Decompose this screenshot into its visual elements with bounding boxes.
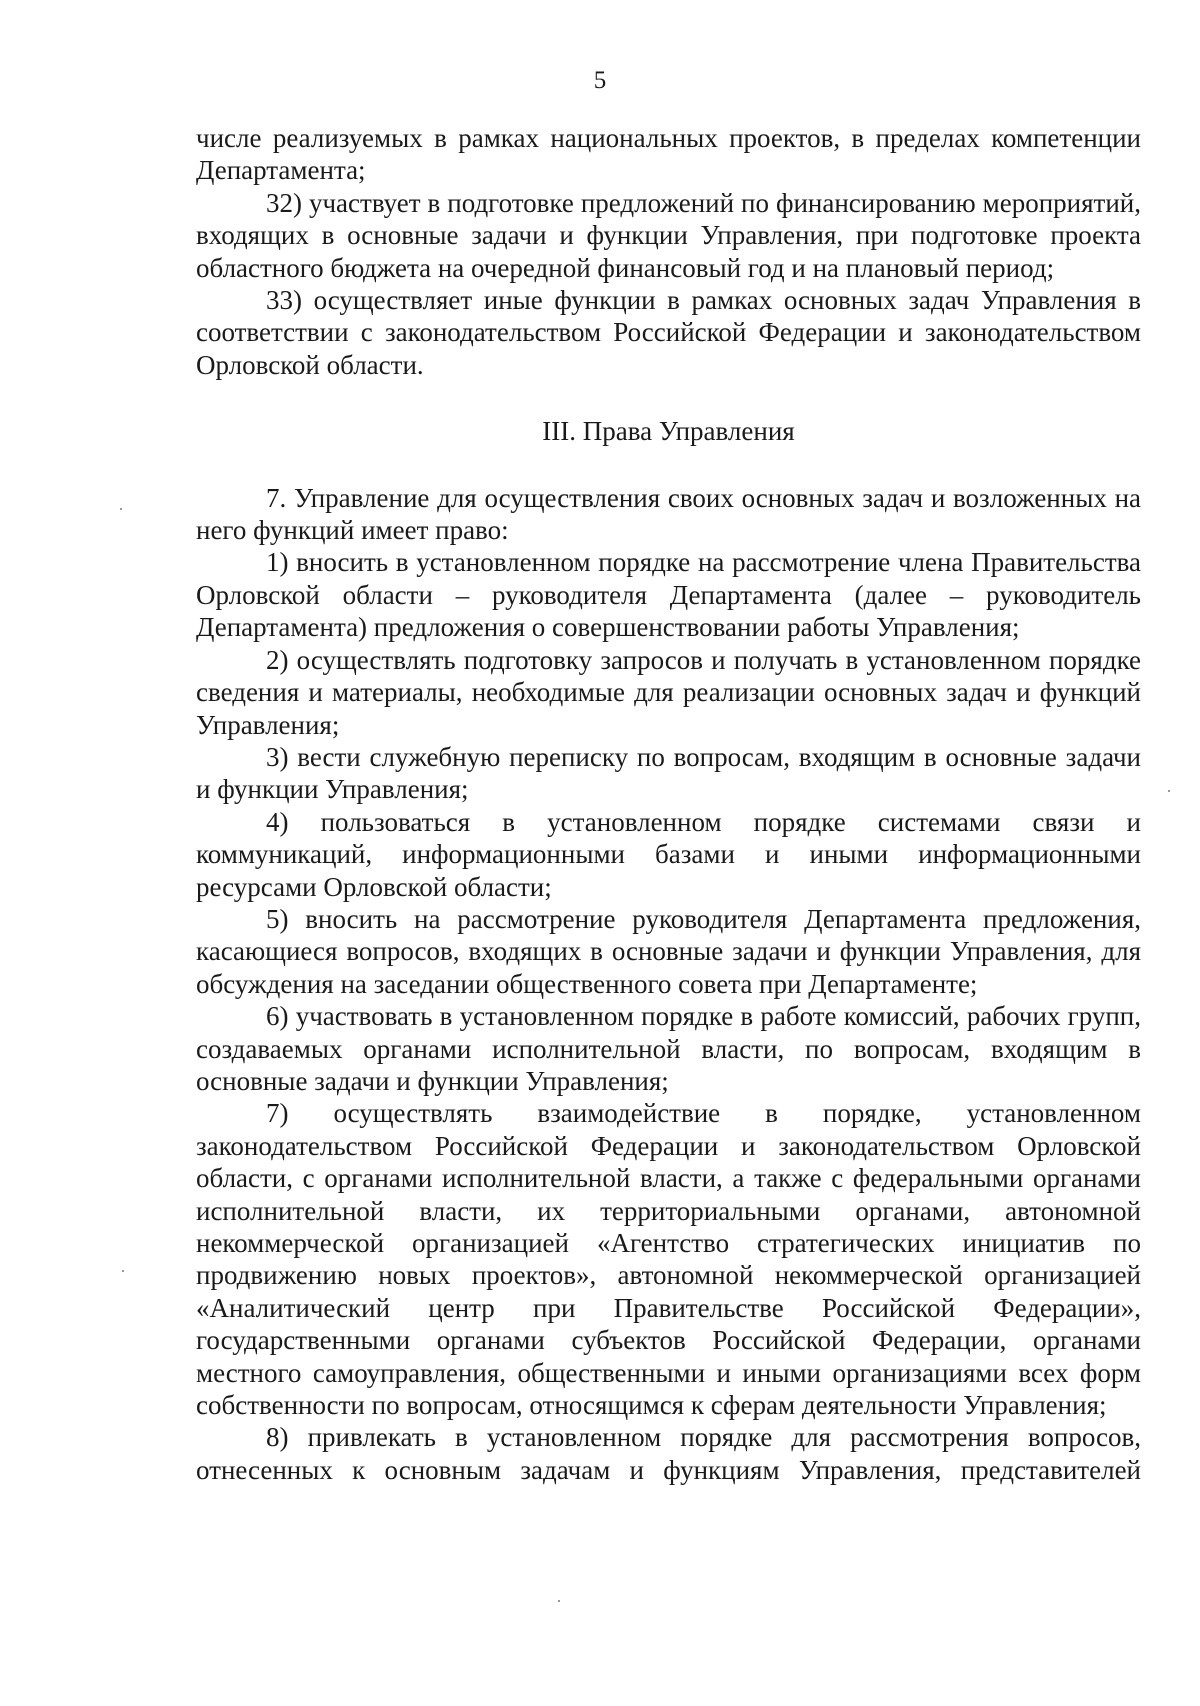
page-number: 5 <box>593 67 607 94</box>
paragraphs-before-heading <box>196 122 1141 381</box>
paragraph: 7. Управление для осуществления своих основных задач и возложенных на него функций имеет право: <box>196 482 1141 546</box>
paragraph: 2) осуществлять подготовку запросов и получать в установленном порядке сведения и материалы, необходимые для реализации основных задач и функций Управления; <box>196 644 1141 740</box>
paragraph: 3) вести служебную переписку по вопросам, входящим в основные задачи и функции Управления; <box>196 741 1141 805</box>
paragraph: 4) пользоваться в установленном порядке системами связи и коммуникаций, информационными базами и иными информационными ресурсами Орловской области; <box>196 806 1141 902</box>
paragraph: 33) осуществляет иные функции в рамках основных задач Управления в соответствии с законодательством Российской Федерации и законодательством Орловской области. <box>196 285 1141 380</box>
section-heading: III. Права Управления <box>542 416 795 447</box>
paragraph: 7) осуществлять взаимодействие в порядке, установленном законодательством Российской Федерации и законодательством Орловской области, с органами исполнительной власти, а также с федеральными органами исполнительной власти, их территориальными органами, автономной некоммерческой организацией «Агентство стратегических инициатив по продвижению новых проектов», автономной некоммерческой организацией «Аналитический центр при Правительстве Российской Федерации», государственными органами субъектов Российской Федерации, органами местного самоуправления, общественными и иными организациями всех форм собственности по вопросам, относящимся к сферам деятельности Управления; <box>196 1098 1141 1421</box>
scan-speck <box>558 1600 560 1602</box>
paragraph: 8) привлекать в установленном порядке для рассмотрения вопросов, отнесенных к основным задачам и функциям Управления, представителей <box>196 1422 1141 1485</box>
scan-speck <box>120 508 122 510</box>
scan-speck <box>122 1270 124 1272</box>
paragraph: 5) вносить на рассмотрение руководителя Департамента предложения, касающиеся вопросов, входящих в основные задачи и функции Управления, для обсуждения на заседании общественного совета при Департаменте; <box>196 903 1141 999</box>
paragraph: 32) участвует в подготовке предложений по финансированию мероприятий, входящих в основные задачи и функции Управления, при подготовке проекта областного бюджета на очередной финансовый год и на плановый период; <box>196 187 1141 283</box>
paragraph: 1) вносить в установленном порядке на рассмотрение члена Правительства Орловской области – руководителя Департамента (далее – руководитель Департамента) предложения о совершенствовании работы Управления; <box>196 547 1141 643</box>
paragraph: 6) участвовать в установленном порядке в работе комиссий, рабочих групп, создаваемых органами исполнительной власти, по вопросам, входящим в основные задачи и функции Управления; <box>196 1001 1141 1096</box>
paragraphs-after-heading <box>196 482 1141 1487</box>
document-body <box>196 122 1141 1486</box>
paragraph: числе реализуемых в рамках национальных проектов, в пределах компетенции Департамента; <box>196 123 1141 186</box>
scan-speck <box>1168 790 1170 792</box>
